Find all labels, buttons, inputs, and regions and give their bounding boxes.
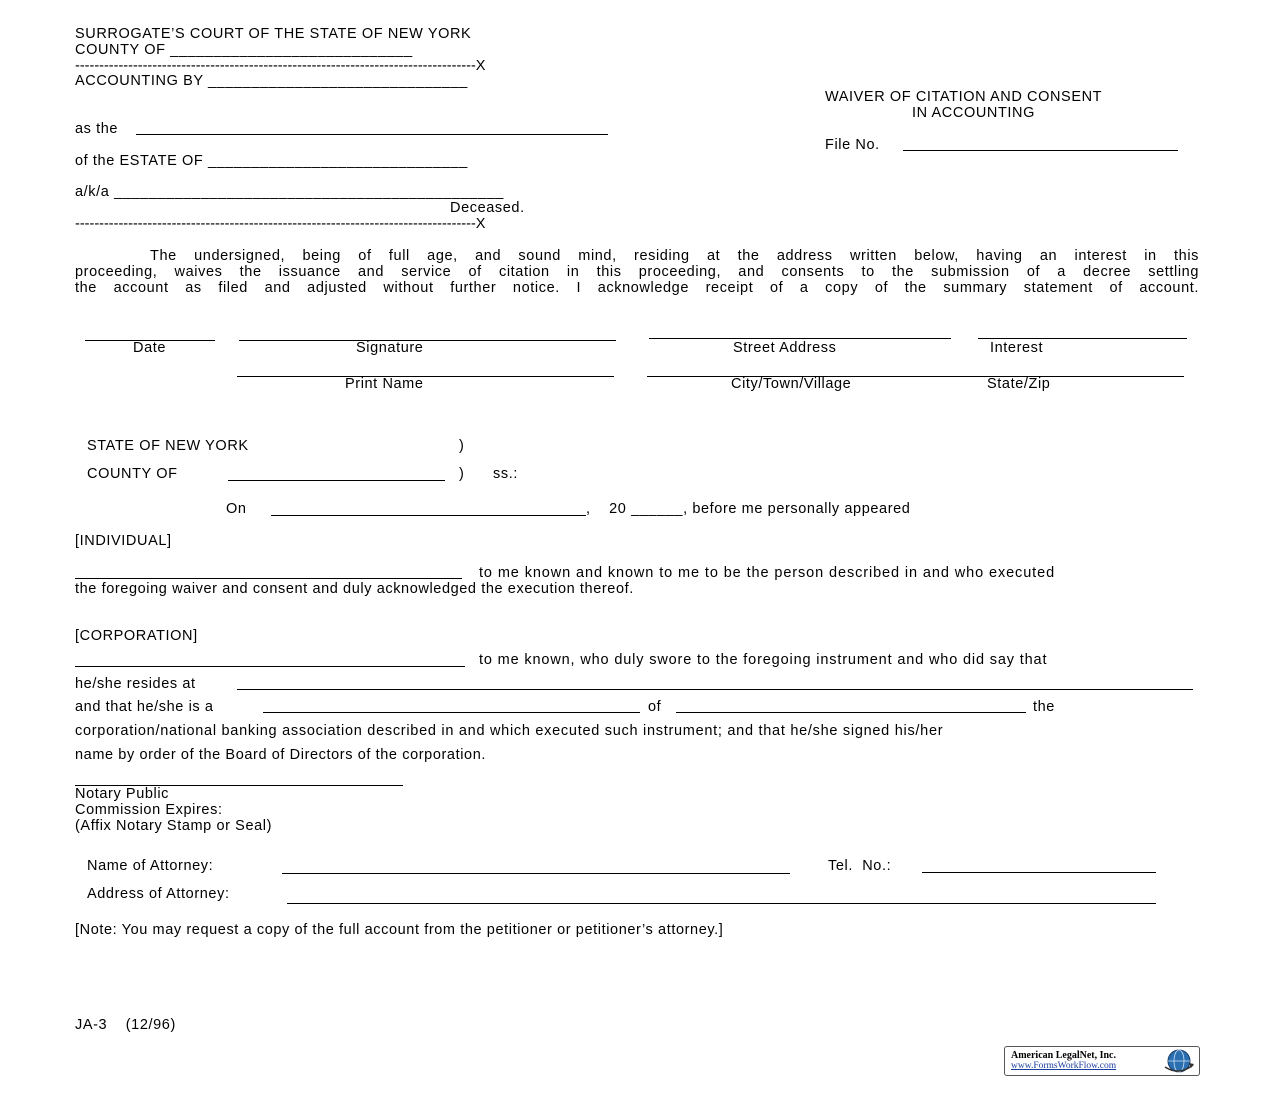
caption-dash-bottom: -----------------------------------------------------------------------------------X [75,216,486,232]
venue-paren-2: ) [459,466,465,482]
aka-line: a/k/a _____________________________________________ [75,184,504,200]
corporation-line-5: name by order of the Board of Directors of the corporation. [75,747,486,763]
deceased-label: Deceased. [450,200,525,216]
notary-public-label: Notary Public [75,786,170,802]
state-zip-label: State/Zip [987,376,1051,392]
title-field[interactable] [263,712,640,713]
attorney-name-label: Name of Attorney: [87,858,214,874]
year-appeared-text: , 20 ______, before me personally appeared [586,501,911,517]
signature-field[interactable] [239,340,616,341]
street-address-label: Street Address [733,340,837,356]
interest-field[interactable] [978,338,1187,339]
logo-company-name: American LegalNet, Inc. [1011,1050,1116,1061]
is-a-label: and that he/she is a [75,699,214,715]
venue-county-field[interactable] [228,480,445,481]
affix-stamp-label: (Affix Notary Stamp or Seal) [75,818,273,834]
waiver-paragraph [75,248,1199,296]
paragraph-line-1: The undersigned, being of full age, and sound mind, residing at the address written below, having an interest in this [150,248,1199,264]
estate-line: of the ESTATE OF ______________________________ [75,153,468,169]
as-the-field[interactable] [136,134,608,135]
individual-name-field[interactable] [75,578,462,579]
file-no-label: File No. [825,137,880,153]
venue-paren-1: ) [459,438,465,454]
venue-county-label: COUNTY OF [87,466,178,482]
document-subtitle: IN ACCOUNTING [912,105,1035,121]
the-label: the [1033,699,1055,715]
note-text: [Note: You may request a copy of the full account from the petitioner or petitioner’s attorney.] [75,922,724,938]
on-label: On [226,501,247,517]
signature-label: Signature [356,340,424,356]
acknowledgment-date-field[interactable] [271,515,586,516]
print-name-field[interactable] [237,376,614,377]
corporation-field[interactable] [676,712,1026,713]
globe-icon [1159,1048,1197,1074]
as-the-label: as the [75,121,119,137]
logo-url[interactable]: www.FormsWorkFlow.com [1011,1061,1117,1071]
date-label: Date [133,340,167,356]
county-line: COUNTY OF ____________________________ [75,42,413,58]
corporation-heading: [CORPORATION] [75,628,198,644]
tel-label: Tel. No.: [828,858,892,874]
print-name-label: Print Name [345,376,424,392]
of-label: of [648,699,662,715]
court-heading: SURROGATE’S COURT OF THE STATE OF NEW YORK [75,26,472,42]
individual-line-2: the foregoing waiver and consent and duly acknowledged the execution thereof. [75,581,634,597]
attorney-address-field[interactable] [287,903,1156,904]
attorney-address-label: Address of Attorney: [87,886,230,902]
paragraph-line-3: the account as filed and adjusted without further notice. I acknowledge receipt of a copy of the summary statement of account. [75,280,1199,296]
paragraph-line-2: proceeding, waives the issuance and service of citation in this proceeding, and consents to the submission of a decree settling [75,264,1199,280]
attorney-name-field[interactable] [282,873,790,874]
corporation-line-1: to me known, who duly swore to the foregoing instrument and who did say that [479,652,1048,668]
corporation-line-4: corporation/national banking association described in and which executed such instrument; and that he/she signed his/her [75,723,944,739]
individual-heading: [INDIVIDUAL] [75,533,172,549]
ss-label: ss.: [493,466,518,482]
interest-label: Interest [990,340,1044,356]
city-state-zip-field[interactable] [647,376,1184,377]
individual-line-1: to me known and known to me to be the person described in and who executed [479,565,1056,581]
resides-at-field[interactable] [237,689,1193,690]
american-legalnet-logo[interactable] [1004,1046,1200,1076]
venue-state: STATE OF NEW YORK [87,438,249,454]
document-title: WAIVER OF CITATION AND CONSENT [825,89,1103,105]
corporation-name-field[interactable] [75,666,465,667]
caption-dash-top: -----------------------------------------------------------------------------------X [75,58,486,74]
street-address-field[interactable] [649,338,951,339]
accounting-by-line: ACCOUNTING BY ______________________________ [75,73,468,89]
file-no-field[interactable] [903,150,1178,151]
tel-field[interactable] [922,872,1156,873]
commission-expires-label: Commission Expires: [75,802,223,818]
form-id: JA-3 (12/96) [75,1017,176,1033]
city-label: City/Town/Village [731,376,852,392]
resides-label: he/she resides at [75,676,196,692]
